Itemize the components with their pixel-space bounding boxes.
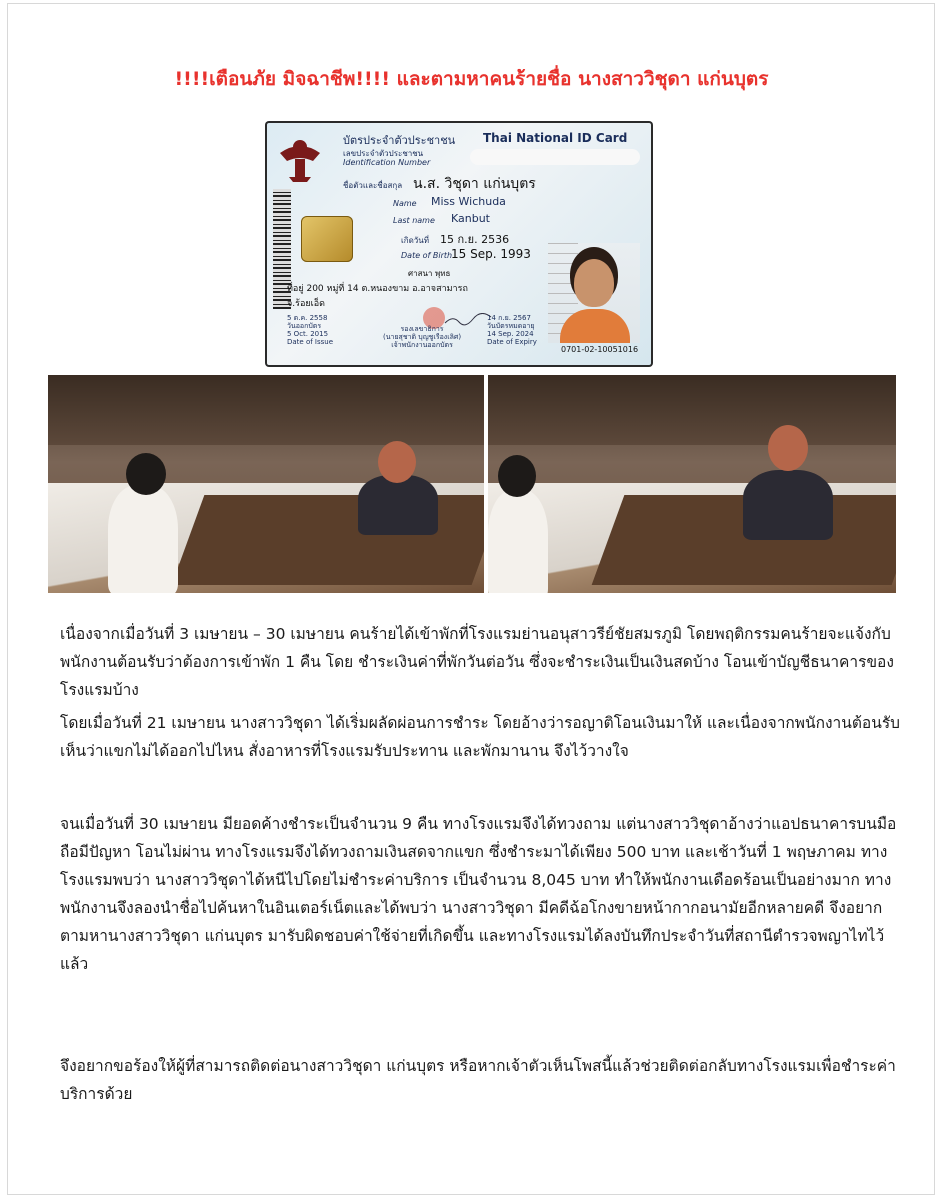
paragraph-3: จนเมื่อวันที่ 30 เมษายน มียอดค้างชำระเป็นจำนวน 9 คืน ทางโรงแรมจึงได้ทวงถาม แต่นางสาววิชุดาอ้างว่าแอปธนาคารบนมือถือมีปัญหา โอนไม่ผ่าน ทางโรงแรมจึงได้ทวงถามเงินสดจากแขก ซึ่งชำระมาได้เพียง 500 บาท และเช้าวันที่ 1 พฤษภาคม ทางโรงแรมพบว่า นางสาววิชุดาได้หนีไปโดยไม่ชำระค่าบริการ เป็นจำนวน 8,045 บาท ทำให้พนักงานเดือดร้อนเป็นอย่างมาก ทางพนักงานจึงลองนำชื่อไปค้นหาในอินเตอร์เน็ตและได้พบว่า นางสาววิชุดา มีคดีฉ้อโกงขายหน้ากากอนามัยอีกหลายคดี จึงอยากตามหานางสาววิชุดา แก่นบุตร มารับผิดชอบค่าใช้จ่ายที่เกิดขึ้น และทางโรงแรมได้ลงบันทึกประจำวันที่สถานีตำรวจพญาไทไว้แล้ว xyxy=(60,815,897,973)
card-header-th: บัตรประจำตัวประชาชน xyxy=(343,134,456,147)
address-line-1: ที่อยู่ 200 หมู่ที่ 14 ต.หนองขาม อ.อาจสามารถ xyxy=(287,284,468,294)
cctv-image-right xyxy=(488,375,896,593)
expiry-date-th: 14 ก.ย. 2567 xyxy=(487,314,531,322)
expiry-label-en: Date of Expiry xyxy=(487,338,537,346)
signer-label: รองเลขาธิการ xyxy=(400,325,444,333)
dob-th: 15 ก.ย. 2536 xyxy=(440,233,510,246)
dob-label-en: Date of Birth xyxy=(401,251,453,260)
name-en: Miss Wichuda xyxy=(431,195,506,208)
cctv-image-left xyxy=(48,375,484,593)
id-label-en: Identification Number xyxy=(343,158,431,167)
name-label-en: Name xyxy=(393,199,417,208)
issue-label-en: Date of Issue xyxy=(287,338,334,346)
id-card-image xyxy=(265,121,653,367)
lastname-en: Kanbut xyxy=(451,212,490,225)
address-line-2: จ.ร้อยเอ็ด xyxy=(287,299,325,309)
signer-block xyxy=(383,325,461,349)
religion: ศาสนา พุทธ xyxy=(408,269,451,278)
issue-date-en: 5 Oct. 2015 xyxy=(287,330,329,338)
id-label-th: เลขประจำตัวประชาชน xyxy=(343,149,424,158)
expiry-block xyxy=(487,314,537,346)
issue-date-block xyxy=(287,314,333,346)
garuda-emblem xyxy=(277,133,323,183)
name-th: น.ส. วิชุดา แก่นบุตร xyxy=(413,176,536,192)
chip-icon xyxy=(301,216,353,262)
expiry-label-th: วันบัตรหมดอายุ xyxy=(487,322,535,330)
card-header-en: Thai National ID Card xyxy=(483,131,628,145)
expiry-date-en: 14 Sep. 2024 xyxy=(487,330,534,338)
paragraph-2: โดยเมื่อวันที่ 21 เมษายน นางสาววิชุดา ได้เริ่มผลัดผ่อนการชำระ โดยอ้างว่ารอญาติโอนเงินมาให้ และเนื่องจากพนักงานต้อนรับเห็นว่าแขกไม่ได้ออกไปไหน สั่งอาหารที่โรงแรมรับประทาน และพักมานาน จึงไว้วางใจ xyxy=(60,714,900,760)
dob-label-th: เกิดวันที่ xyxy=(401,236,430,245)
signer-title: เจ้าพนักงานออกบัตร xyxy=(391,341,453,349)
paragraph-4: จึงอยากขอร้องให้ผู้ที่สามารถติดต่อนางสาววิชุดา แก่นบุตร หรือหากเจ้าตัวเห็นโพสนี้แล้วช่วยติดต่อกลับทางโรงแรมเพื่อชำระค่าบริการด้วย xyxy=(60,1057,896,1103)
dob-en: 15 Sep. 1993 xyxy=(451,247,531,261)
issue-label-th: วันออกบัตร xyxy=(287,322,322,330)
lastname-label-en: Last name xyxy=(393,216,435,225)
page-title: !!!!เตือนภัย มิจฉาชีพ!!!! และตามหาคนร้ายชื่อ นางสาววิชุดา แก่นบุตร xyxy=(174,68,769,90)
issue-date-th: 5 ต.ค. 2558 xyxy=(287,314,328,322)
id-photo xyxy=(548,243,640,343)
paragraph-1: เนื่องจากเมื่อวันที่ 3 เมษายน – 30 เมษายน คนร้ายได้เข้าพักที่โรงแรมย่านอนุสาวรีย์ชัยสมรภูมิ โดยพฤติกรรมคนร้ายจะแจ้งกับพนักงานต้อนรับว่าต้องการเข้าพัก 1 คืน โดย ชำระเงินค่าที่พักวันต่อวัน ซึ่งจะชำระเงินเป็นเงินสดบ้าง โอนเข้าบัญชีธนาคารของโรงแรมบ้าง xyxy=(60,625,894,699)
redacted-id-number xyxy=(470,149,640,165)
name-label-th: ชื่อตัวและชื่อสกุล xyxy=(343,181,403,190)
signer-name: (นายสุชาติ บุญชูเรืองเลิศ) xyxy=(383,333,462,341)
card-serial: 0701-02-10051016 xyxy=(561,345,639,354)
